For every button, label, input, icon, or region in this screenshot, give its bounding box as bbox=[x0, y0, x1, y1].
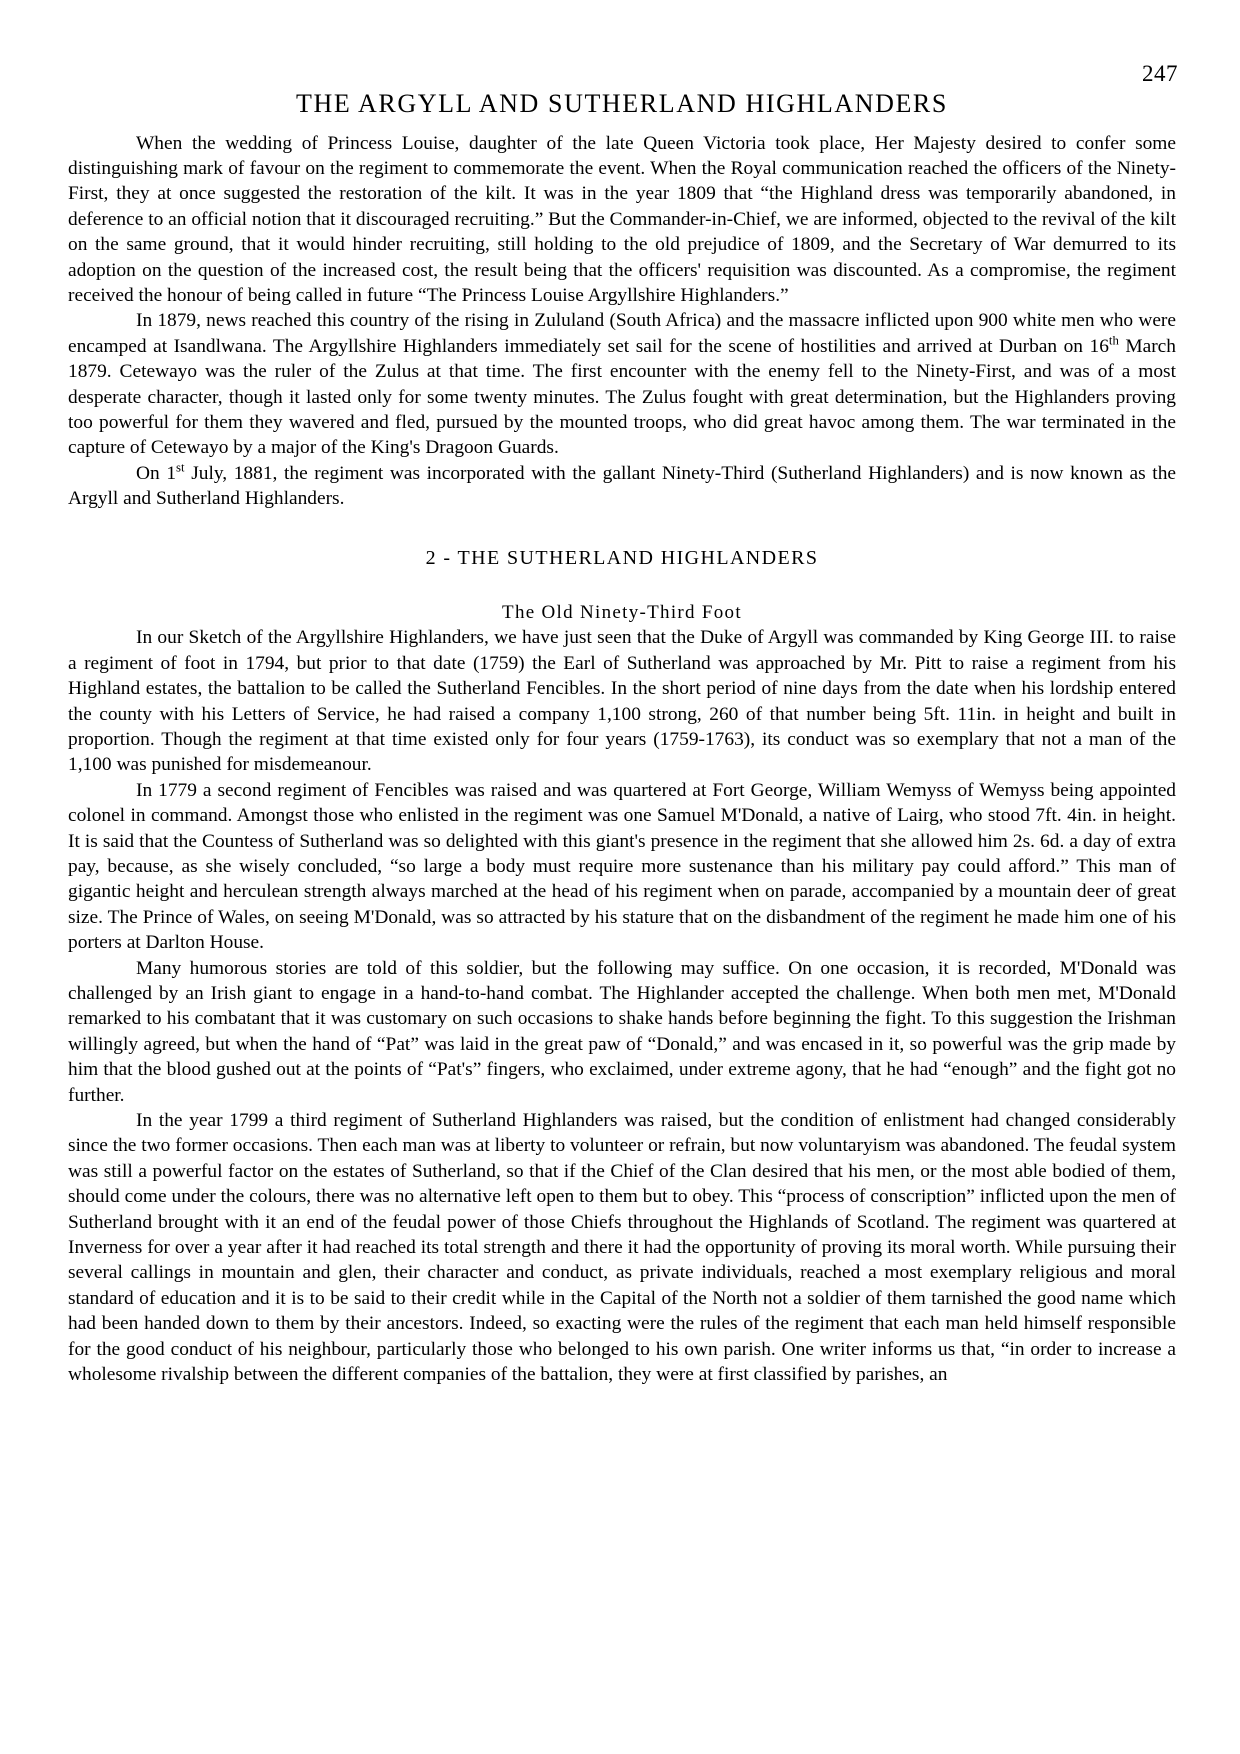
paragraph-2 bbox=[68, 308, 1176, 460]
paragraph-7: In the year 1799 a third regiment of Sutherland Highlanders was raised, but the condition of enlistment had changed considerably since the two former occasions. Then each man was at liberty to volunteer or refrain, but now voluntaryism was abandoned. The feudal system was still a powerful factor on the estates of Sutherland, so that if the Chief of the Clan desired that his men, or the most able bodied of them, should come under the colours, there was no alternative left open to them but to obey. This “process of conscription” inflicted upon the men of Sutherland brought with it an end of the feudal power of those Chiefs throughout the Highlands of Scotland. The regiment was quartered at Inverness for over a year after it had reached its total strength and there it had the opportunity of proving its moral worth. While pursuing their several callings in mountain and glen, their character and conduct, as private individuals, reached a most exemplary religious and moral standard of education and it is to be said to their credit while in the Capital of the North not a soldier of them tarnished the good name which had been handed down to them by their ancestors. Indeed, so exacting were the rules of the regiment that each man held himself responsible for the good conduct of his neighbour, particularly those who belonged to his own parish. One writer informs us that, “in order to increase a wholesome rivalship between the different companies of the battalion, they were at first classified by parishes, an bbox=[68, 1110, 1176, 1386]
page-number: 247 bbox=[1142, 61, 1178, 86]
page-content bbox=[68, 88, 1176, 1387]
section-heading: 2 - THE SUTHERLAND HIGHLANDERS bbox=[425, 546, 819, 569]
section-subheading: The Old Ninety-Third Foot bbox=[502, 601, 742, 623]
paragraph-3-text-b: July, 1881, the regiment was incorporated with the gallant Ninety-Third (Sutherland Highlanders) and is now known as the Argyll and Sutherland Highlanders. bbox=[68, 462, 1176, 510]
paragraph-6: Many humorous stories are told of this soldier, but the following may suffice. On one occasion, it is recorded, M'Donald was challenged by an Irish giant to engage in a hand-to-hand combat. The Highlander accepted the challenge. When both men met, M'Donald remarked to his combatant that it was customary on such occasions to shake hands before beginning the fight. To this suggestion the Irishman willingly agreed, but when the hand of “Pat” was laid in the great paw of “Donald,” and was encased in it, so powerful was the grip made by him that the blood gushed out at the points of “Pat's” fingers, who exclaimed, under extreme agony, that he had “enough” and the fight got no further. bbox=[68, 957, 1176, 1106]
paragraph-3 bbox=[68, 461, 1176, 512]
paragraph-4: In our Sketch of the Argyllshire Highlanders, we have just seen that the Duke of Argyll was commanded by King George III. to raise a regiment of foot in 1794, but prior to that date (1759) the Earl of Sutherland was approached by Mr. Pitt to raise a regiment from his Highland estates, the battalion to be called the Sutherland Fencibles. In the short period of nine days from the date when his lordship entered the county with his Letters of Service, he had raised a company 1,100 strong, 260 of that number being 5ft. 11in. in height and built in proportion. Though the regiment at that time existed only for four years (1759-1763), its conduct was so exemplary that not a man of the 1,100 was punished for misdemeanour. bbox=[68, 627, 1176, 776]
paragraph-2-text-b: March 1879. Cetewayo was the ruler of the Zulus at that time. The first encounter with the enemy fell to the Ninety-First, and was of a most desperate character, though it lasted only for some twenty minutes. The Zulus fought with great determination, but the Highlanders proving too powerful for them they wavered and fled, pursued by the mounted troops, who did great havoc among them. The war terminated in the capture of Cetewayo by a major of the King's Dragoon Guards. bbox=[68, 335, 1176, 459]
page-title: THE ARGYLL AND SUTHERLAND HIGHLANDERS bbox=[296, 89, 948, 118]
paragraph-1: When the wedding of Princess Louise, daughter of the late Queen Victoria took place, Her Majesty desired to confer some distinguishing mark of favour on the regiment to commemorate the event. When the Royal communication reached the officers of the Ninety-First, they at once suggested the restoration of the kilt. It was in the year 1809 that “the Highland dress was temporarily abandoned, in deference to an official notion that it discouraged recruiting.” But the Commander-in-Chief, we are informed, objected to the revival of the kilt on the same ground, that it would hinder recruiting, still holding to the old prejudice of 1809, and the Secretary of War demurred to its adoption on the question of the increased cost, the result being that the officers' requisition was discounted. As a compromise, the regiment received the honour of being called in future “The Princess Louise Argyllshire Highlanders.” bbox=[68, 132, 1176, 306]
ordinal-superscript-th: th bbox=[1108, 333, 1119, 348]
paragraph-3-text-a: On 1 bbox=[136, 462, 177, 484]
paragraph-5: In 1779 a second regiment of Fencibles was raised and was quartered at Fort George, William Wemyss of Wemyss being appointed colonel in command. Amongst those who enlisted in the regiment was one Samuel M'Donald, a native of Lairg, who stood 7ft. 4in. in height. It is said that the Countess of Sutherland was so delighted with this giant's presence in the regiment that she allowed him 2s. 6d. a day of extra pay, because, as she wisely concluded, “so large a body must require more sustenance than his military pay could afford.” This man of gigantic height and herculean strength always marched at the head of his regiment when on parade, accompanied by a mountain deer of great size. The Prince of Wales, on seeing M'Donald, was so attracted by his stature that on the disbandment of the regiment he made him one of his porters at Darlton House. bbox=[68, 779, 1176, 954]
paragraph-2-text-a: In 1879, news reached this country of the rising in Zululand (South Africa) and the massacre inflicted upon 900 white men who were encamped at Isandlwana. The Argyllshire Highlanders immediately set sail for the scene of hostilities and arrived at Durban on 16 bbox=[68, 310, 1176, 357]
ordinal-superscript-st: st bbox=[176, 460, 185, 475]
